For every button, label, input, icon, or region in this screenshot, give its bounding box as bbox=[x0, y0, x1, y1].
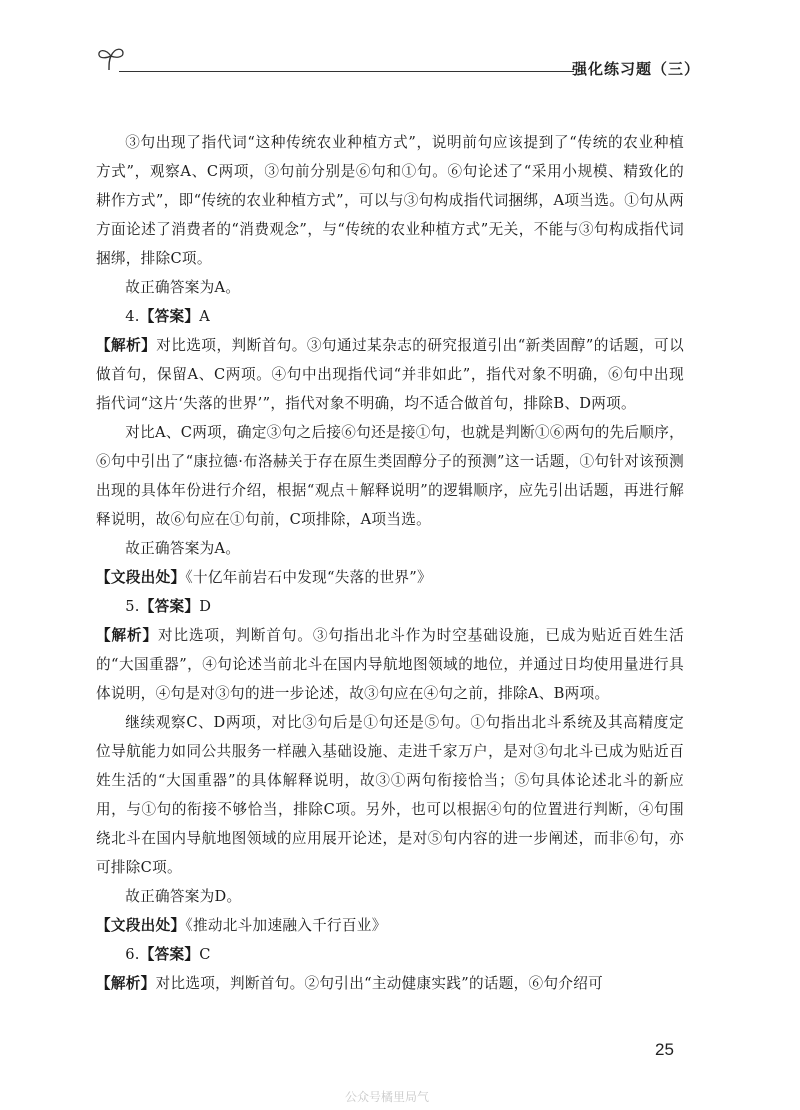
question-4-source bbox=[96, 563, 684, 592]
chapter-title: 强化练习题（三） bbox=[571, 60, 700, 78]
question-6-analysis bbox=[96, 969, 684, 998]
source-label: 【文段出处】 bbox=[96, 917, 186, 934]
analysis-label: 【解析】 bbox=[96, 975, 156, 992]
question-4-answer bbox=[96, 302, 684, 331]
answer-value: C bbox=[199, 946, 211, 963]
answer-value: A bbox=[199, 308, 211, 325]
source-text: 《十亿年前岩石中发现“失落的世界”》 bbox=[185, 569, 432, 586]
source-label: 【文段出处】 bbox=[96, 569, 186, 586]
conclusion: 故正确答案为A。 bbox=[125, 279, 241, 296]
paragraph: ③句出现了指代词“这种传统农业种植方式”，说明前句应该提到了“传统的农业种植方式”，观察A、C两项，③句前分别是⑥句和①句。⑥句论述了“采用小规模、精致化的耕作方式”，即“传统的农业种植方式”，可以与③句构成指代词捆绑，A项当选。①句从两方面论述了消费者的“消费观念”，与“传统的农业种植方式”无关，不能与③句构成指代词捆绑，排除C项。 bbox=[96, 134, 684, 267]
paragraph: 继续观察C、D两项，对比③句后是①句还是⑤句。①句指出北斗系统及其高精度定位导航能力如同公共服务一样融入基础设施、走进千家万户，是对③句北斗已成为贴近百姓生活的“大国重器”的具体解释说明，故③①两句衔接恰当；⑤句具体论述北斗的新应用，与①句的衔接不够恰当，排除C项。另外，也可以根据④句的位置进行判断，④句围绕北斗在国内导航地图领域的应用展开论述，是对⑤句内容的进一步阐述，而非⑥句，亦可排除C项。 bbox=[96, 714, 684, 876]
page-header bbox=[95, 44, 700, 84]
page-content bbox=[96, 128, 684, 998]
watermark: 公众号橘里局气 bbox=[345, 1090, 430, 1104]
paragraph: 对比A、C两项，确定③句之后接⑥句还是接①句，也就是判断①⑥两句的先后顺序，⑥句中引出了“康拉德·布洛赫关于存在原生类固醇分子的预测”这一话题，①句针对该预测出现的具体年份进行介绍，根据“观点＋解释说明”的逻辑顺序，应先引出话题，再进行解释说明，故⑥句应在①句前，C项排除，A项当选。 bbox=[96, 424, 684, 528]
header-rule bbox=[119, 71, 574, 72]
sprout-icon bbox=[95, 44, 131, 74]
answer-label: 【答案】 bbox=[139, 308, 200, 325]
analysis-label: 【解析】 bbox=[96, 627, 158, 644]
analysis-text: 对比选项，判断首句。②句引出“主动健康实践”的话题，⑥句介绍可 bbox=[155, 975, 604, 992]
analysis-text: 对比选项，判断首句。③句指出北斗作为时空基础设施，已成为贴近百姓生活的“大国重器”，④句论述当前北斗在国内导航地图领域的地位，并通过日均使用量进行具体说明，④句是对③句的进一步论述，故③句应在④句之前，排除A、B两项。 bbox=[96, 627, 685, 702]
analysis-label: 【解析】 bbox=[96, 337, 157, 354]
question-number: 4. bbox=[125, 308, 140, 325]
question-4-analysis bbox=[96, 331, 684, 418]
question-number: 6. bbox=[125, 946, 140, 963]
question-6-answer bbox=[96, 940, 684, 969]
question-5-source bbox=[96, 911, 684, 940]
page-number: 25 bbox=[655, 1040, 674, 1059]
answer-value: D bbox=[199, 598, 212, 615]
analysis-text: 对比选项，判断首句。③句通过某杂志的研究报道引出“新类固醇”的话题，可以做首句，保留A、C两项。④句中出现指代词“并非如此”，指代对象不明确，⑥句中出现指代词“这片‘失落的世界’”，指代对象不明确，均不适合做首句，排除B、D两项。 bbox=[96, 337, 684, 412]
answer-label: 【答案】 bbox=[139, 946, 200, 963]
question-5-answer bbox=[96, 592, 684, 621]
answer-label: 【答案】 bbox=[139, 598, 200, 615]
source-text: 《推动北斗加速融入千行百业》 bbox=[185, 917, 387, 934]
question-5-analysis bbox=[96, 621, 684, 708]
question-number: 5. bbox=[125, 598, 140, 615]
conclusion: 故正确答案为D。 bbox=[125, 888, 242, 905]
conclusion: 故正确答案为A。 bbox=[125, 540, 241, 557]
